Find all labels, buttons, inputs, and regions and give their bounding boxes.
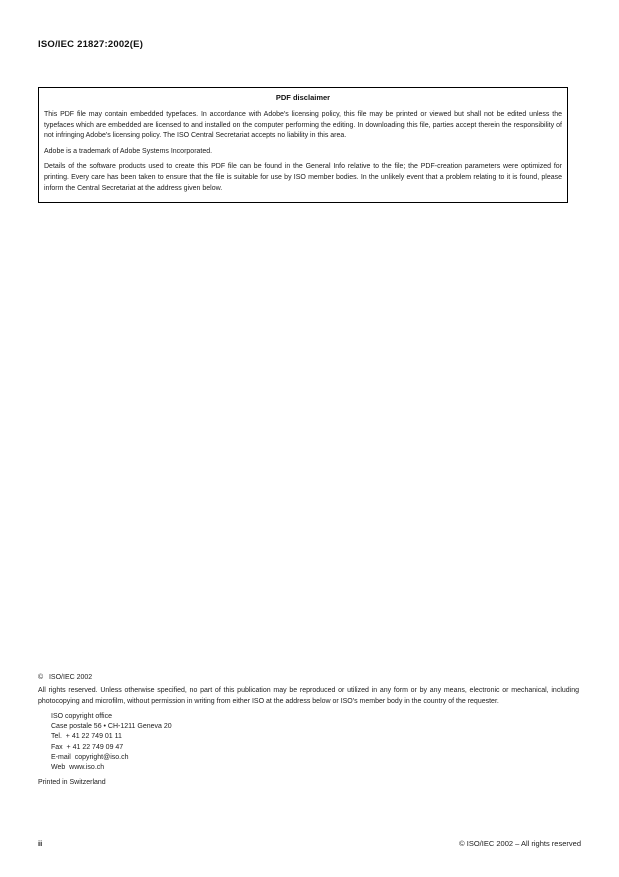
rights-reserved-text: All rights reserved. Unless otherwise specified, no part of this publication may be reproduced or utilized in any form or by any means, electronic or mechanical, including photocopying and microfilm, without permission in writing from either ISO at the address below or ISO's member body in the country of the requester. <box>38 687 579 705</box>
footer-copyright: © ISO/IEC 2002 – All rights reserved <box>459 839 581 848</box>
address-line-email: E-mail copyright@iso.ch <box>51 754 129 762</box>
page-footer <box>38 839 581 848</box>
copyright-notice: © ISO/IEC 2002 <box>38 674 93 681</box>
disclaimer-paragraph-3: Details of the software products used to create this PDF file can be found in the General Info relative to the file; the PDF-creation parameters were optimized for printing. Every care has been taken to ensure that the file is suitable for use by ISO member bodies. In the unlikely event that a problem relating to it is found, please inform the Central Secretariat at the address given below. <box>44 163 562 192</box>
document-reference: ISO/IEC 21827:2002(E) <box>38 39 144 50</box>
disclaimer-title: PDF disclaimer <box>275 93 331 102</box>
address-line-web: Web www.iso.ch <box>51 764 105 772</box>
iso-address-block <box>51 712 579 774</box>
address-line-postal: Case postale 56 • CH-1211 Geneva 20 <box>51 723 172 731</box>
address-line-office: ISO copyright office <box>51 712 112 720</box>
page-number: ii <box>38 839 43 848</box>
copyright-section <box>38 673 579 788</box>
disclaimer-paragraph-2: Adobe is a trademark of Adobe Systems Incorporated. <box>44 147 213 155</box>
printed-in-text: Printed in Switzerland <box>38 778 106 786</box>
address-line-fax: Fax + 41 22 749 09 47 <box>51 743 124 751</box>
pdf-disclaimer-box <box>38 87 568 203</box>
address-line-tel: Tel. + 41 22 749 01 11 <box>51 733 122 741</box>
disclaimer-paragraph-1: This PDF file may contain embedded typefaces. In accordance with Adobe's licensing policy, this file may be printed or viewed but shall not be edited unless the typefaces which are embedded are licensed to and installed on the computer performing the editing. In downloading this file, parties accept therein the responsibility of not infringing Adobe's licensing policy. The ISO Central Secretariat accepts no liability in this area. <box>44 111 562 140</box>
